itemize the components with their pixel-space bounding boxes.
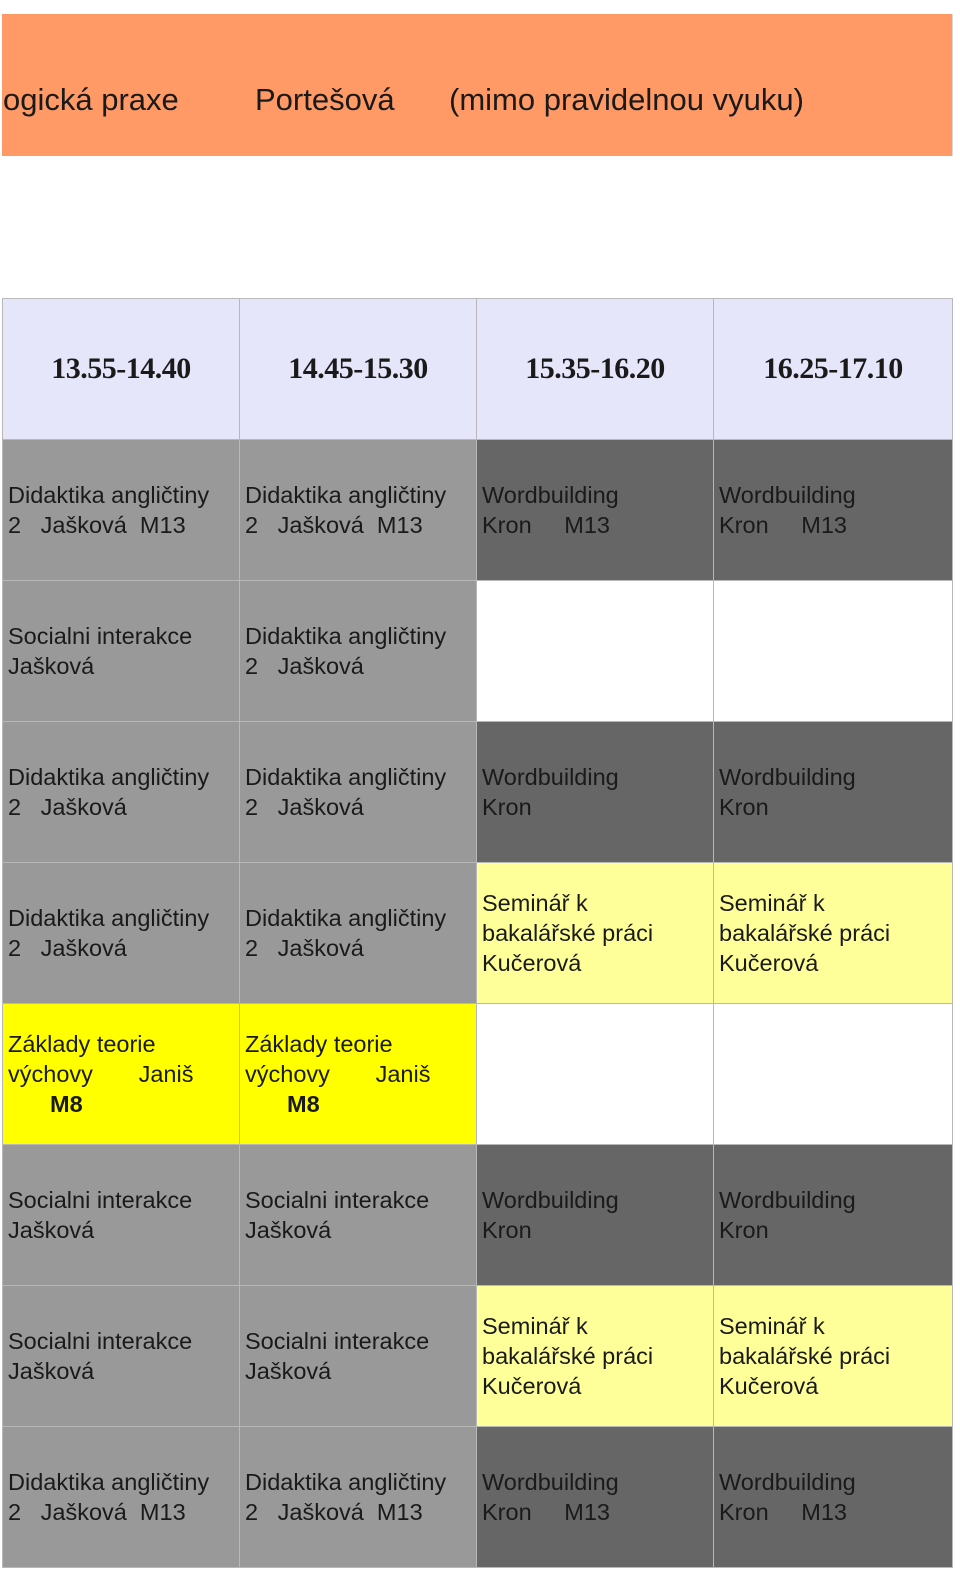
- lesson-cell: [240, 440, 477, 581]
- lesson-cell: [477, 1427, 714, 1568]
- lesson-cell: [240, 1145, 477, 1286]
- lesson-cell: [3, 1427, 240, 1568]
- time-slot-3: 15.35-16.20: [477, 299, 714, 440]
- lesson-cell: [3, 440, 240, 581]
- lesson-cell: [3, 722, 240, 863]
- lesson-text: Wordbuilding Kron: [482, 764, 619, 820]
- lesson-room: M8: [50, 1091, 83, 1117]
- lesson-cell: [3, 1004, 240, 1145]
- lesson-text: Seminář k bakalářské práci Kučerová: [482, 890, 654, 976]
- lesson-cell: [3, 1145, 240, 1286]
- empty-cell: [477, 1004, 714, 1145]
- banner-note: (mimo pravidelnou vyuku): [449, 82, 804, 117]
- lesson-cell: [477, 722, 714, 863]
- lesson-cell: [3, 581, 240, 722]
- lesson-cell: [477, 1145, 714, 1286]
- lesson-cell: [477, 863, 714, 1004]
- timetable-row: [3, 863, 953, 1004]
- lesson-text: Základy teorie výchovy Janiš: [8, 1031, 194, 1087]
- lesson-cell: [3, 863, 240, 1004]
- empty-cell: [477, 581, 714, 722]
- lesson-text: Socialni interakce Jašková: [245, 1328, 430, 1384]
- lesson-text: Didaktika angličtiny 2 Jašková: [245, 623, 447, 679]
- lesson-cell: [714, 1145, 953, 1286]
- timetable-row: [3, 1145, 953, 1286]
- time-header-row: [3, 299, 953, 440]
- lesson-cell: [3, 1286, 240, 1427]
- lesson-text: Seminář k bakalářské práci Kučerová: [482, 1313, 654, 1399]
- lesson-text: Seminář k bakalářské práci Kučerová: [719, 1313, 891, 1399]
- lesson-text: Socialni interakce Jašková: [8, 1187, 193, 1243]
- lesson-cell: [477, 1286, 714, 1427]
- lesson-cell: [240, 1004, 477, 1145]
- lesson-text: Wordbuilding Kron M13: [719, 1469, 856, 1525]
- lesson-cell: [714, 863, 953, 1004]
- timetable-row: [3, 440, 953, 581]
- lesson-text: Didaktika angličtiny 2 Jašková: [245, 764, 447, 820]
- lesson-text: Wordbuilding Kron: [719, 764, 856, 820]
- banner-teacher: Portešová: [255, 82, 395, 117]
- lesson-text: Didaktika angličtiny 2 Jašková: [8, 905, 210, 961]
- empty-cell: [714, 1004, 953, 1145]
- lesson-text: Didaktika angličtiny 2 Jašková: [245, 905, 447, 961]
- timetable: [2, 298, 953, 1568]
- lesson-text: Didaktika angličtiny 2 Jašková M13: [8, 482, 210, 538]
- lesson-text: Wordbuilding Kron: [719, 1187, 856, 1243]
- lesson-cell: [477, 440, 714, 581]
- lesson-cell: [714, 1286, 953, 1427]
- time-slot-4: 16.25-17.10: [714, 299, 953, 440]
- lesson-text: Didaktika angličtiny 2 Jašková M13: [245, 482, 447, 538]
- lesson-text: Socialni interakce Jašková: [8, 623, 193, 679]
- lesson-text: Seminář k bakalářské práci Kučerová: [719, 890, 891, 976]
- timetable-row: [3, 1427, 953, 1568]
- time-slot-2: 14.45-15.30: [240, 299, 477, 440]
- time-slot-1: 13.55-14.40: [3, 299, 240, 440]
- lesson-cell: [240, 1427, 477, 1568]
- lesson-text: Socialni interakce Jašková: [8, 1328, 193, 1384]
- lesson-text: Wordbuilding Kron M13: [482, 482, 619, 538]
- timetable-row: [3, 581, 953, 722]
- schedule-banner: [2, 14, 953, 156]
- empty-cell: [714, 581, 953, 722]
- lesson-cell: [714, 440, 953, 581]
- lesson-cell: [240, 722, 477, 863]
- lesson-text: Socialni interakce Jašková: [245, 1187, 430, 1243]
- lesson-cell: [240, 1286, 477, 1427]
- lesson-room: M8: [287, 1091, 320, 1117]
- lesson-text: Wordbuilding Kron: [482, 1187, 619, 1243]
- lesson-cell: [240, 863, 477, 1004]
- timetable-row: [3, 722, 953, 863]
- timetable-row: [3, 1286, 953, 1427]
- lesson-text: Didaktika angličtiny 2 Jašková M13: [245, 1469, 447, 1525]
- lesson-text: Wordbuilding Kron M13: [482, 1469, 619, 1525]
- lesson-text: Wordbuilding Kron M13: [719, 482, 856, 538]
- lesson-cell: [714, 1427, 953, 1568]
- lesson-cell: [714, 722, 953, 863]
- banner-course-name: ogická praxe: [3, 82, 179, 117]
- lesson-text: Základy teorie výchovy Janiš: [245, 1031, 431, 1087]
- lesson-text: Didaktika angličtiny 2 Jašková M13: [8, 1469, 210, 1525]
- lesson-cell: [240, 581, 477, 722]
- lesson-text: Didaktika angličtiny 2 Jašková: [8, 764, 210, 820]
- timetable-row: [3, 1004, 953, 1145]
